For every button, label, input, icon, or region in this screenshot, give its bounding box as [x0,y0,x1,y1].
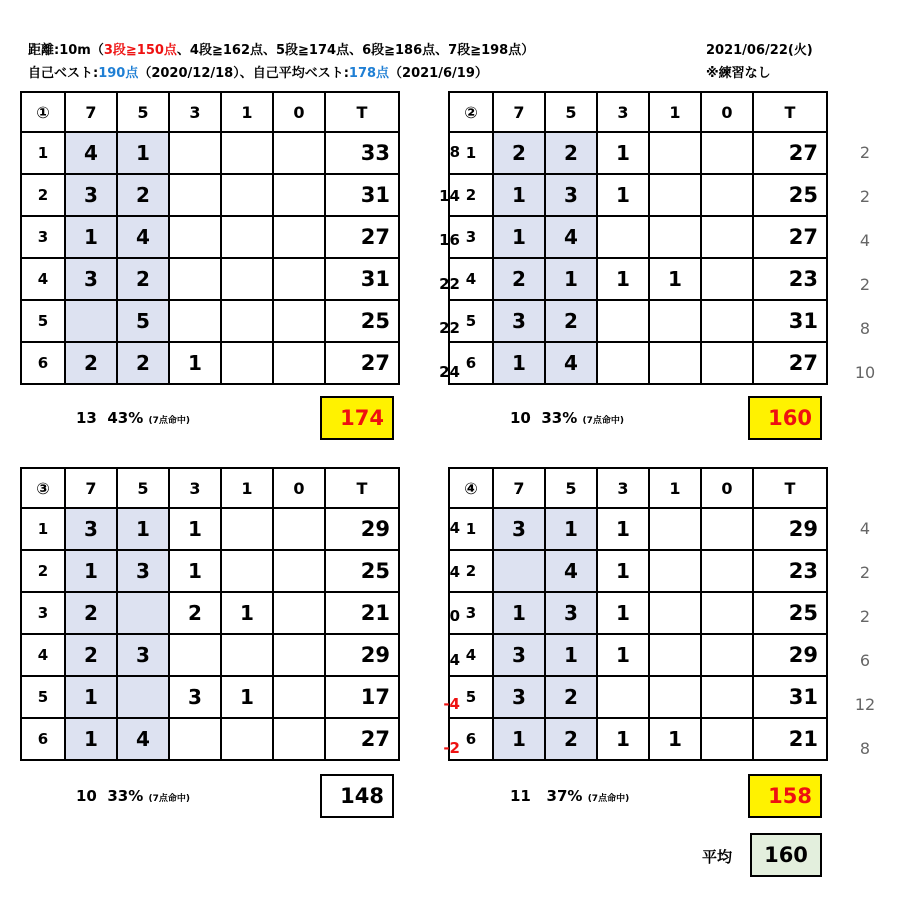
session-note: ※練習なし [706,66,771,81]
end-row [21,508,399,550]
hit-cell [221,718,273,760]
side-number: 8 [859,319,871,338]
hit-cell [221,258,273,300]
column-header: 7 [493,468,545,508]
hit-cell: 2 [117,174,169,216]
hit-cell [169,258,221,300]
hit-percent: 33% [107,787,144,805]
end-row [449,300,827,342]
end-number: 1 [449,508,493,550]
hit-cell: 1 [597,634,649,676]
end-number: 3 [449,592,493,634]
round-3-footer [76,787,190,805]
round-label: ④ [449,468,493,508]
hit-cell [597,300,649,342]
hit-cell: 3 [493,634,545,676]
side-number: 2 [859,563,871,582]
hit-cell: 3 [65,258,117,300]
side-number: 2 [859,607,871,626]
end-number: 2 [449,174,493,216]
hit-cell [221,300,273,342]
hit-cell [649,676,701,718]
hit-cell [221,174,273,216]
hit-cell: 1 [493,216,545,258]
hit-cell [649,550,701,592]
hit-cell [701,676,753,718]
hit-cell [649,592,701,634]
hit-percent: 43% [107,409,144,427]
side-number: 2 [859,275,871,294]
hit-cell: 1 [169,550,221,592]
end-total: 29 [325,634,399,676]
end-number: 5 [449,300,493,342]
end-row [449,508,827,550]
column-header: 1 [221,92,273,132]
hit-note: (7点命中) [148,416,190,426]
hit-cell [701,300,753,342]
side-number: 12 [854,695,876,714]
round-2-total: 160 [748,396,822,440]
side-number: 4 [859,231,871,250]
column-header: 5 [545,92,597,132]
end-number: 4 [21,258,65,300]
cumulative-diff: 4 [449,651,460,669]
cumulative-diff: 0 [449,607,460,625]
round-1-total: 174 [320,396,394,440]
hit-cell: 1 [493,718,545,760]
end-number: 6 [449,718,493,760]
end-total: 29 [753,508,827,550]
hit-cell [701,592,753,634]
hit-cell [221,132,273,174]
end-row [449,258,827,300]
rank-3-threshold: 3段≧150点 [103,43,177,58]
hit-cell: 1 [117,508,169,550]
end-number: 3 [449,216,493,258]
end-total: 21 [753,718,827,760]
hit-cell: 2 [65,342,117,384]
round-label: ② [449,92,493,132]
round-1-table [20,91,400,385]
end-row [449,550,827,592]
hit-cell [701,634,753,676]
hit-count: 13 [76,409,97,427]
hit-cell [65,300,117,342]
hit-note: (7点命中) [587,794,630,804]
hit-cell [649,508,701,550]
round-4-footer [510,787,629,805]
end-number: 1 [21,132,65,174]
cumulative-diff: 14 [439,187,460,205]
hit-cell: 3 [493,508,545,550]
column-header: T [753,468,827,508]
end-total: 29 [753,634,827,676]
hit-cell: 1 [545,508,597,550]
hit-cell: 4 [117,718,169,760]
hit-cell [273,676,325,718]
hit-cell [117,676,169,718]
hit-cell [649,132,701,174]
end-total: 25 [753,592,827,634]
hit-cell: 3 [117,550,169,592]
hit-cell [169,300,221,342]
end-total: 31 [753,676,827,718]
end-total: 31 [325,258,399,300]
hit-cell: 4 [545,216,597,258]
hit-cell: 3 [65,508,117,550]
rank-thresholds: 、4段≧162点、5段≧174点、6段≧186点、7段≧198点） [176,43,535,58]
hit-cell: 1 [597,508,649,550]
hit-cell [221,508,273,550]
hit-cell [701,508,753,550]
round-3-table [20,467,400,761]
column-header: 0 [701,92,753,132]
hit-cell: 1 [65,718,117,760]
cumulative-diff: 22 [439,275,460,293]
header-row [21,468,399,508]
hit-count: 11 [510,787,531,805]
column-header: 0 [273,92,325,132]
hit-cell: 1 [65,216,117,258]
hit-cell: 1 [169,342,221,384]
round-label: ③ [21,468,65,508]
distance-text: 距離:10m（ [28,43,104,58]
cumulative-diff: 4 [449,519,460,537]
column-header: T [753,92,827,132]
hit-cell: 1 [597,550,649,592]
session-date: 2021/06/22(火) [706,43,813,58]
end-total: 25 [753,174,827,216]
side-number: 2 [859,143,871,162]
hit-cell [273,592,325,634]
end-total: 21 [325,592,399,634]
hit-cell: 1 [545,258,597,300]
hit-cell [701,174,753,216]
hit-cell [701,342,753,384]
hit-cell [221,342,273,384]
end-row [449,216,827,258]
hit-count: 10 [76,787,97,805]
hit-cell [273,550,325,592]
hit-cell [649,634,701,676]
column-header: 1 [649,92,701,132]
hit-cell: 1 [221,676,273,718]
column-header: 3 [597,468,649,508]
end-number: 2 [21,550,65,592]
hit-cell [273,216,325,258]
end-number: 3 [21,592,65,634]
hit-cell: 3 [65,174,117,216]
hit-cell: 1 [649,718,701,760]
end-total: 27 [325,718,399,760]
hit-cell [649,174,701,216]
end-number: 5 [449,676,493,718]
hit-cell [169,634,221,676]
hit-cell: 2 [117,258,169,300]
hit-cell: 2 [545,132,597,174]
end-total: 27 [325,342,399,384]
cumulative-diff: 24 [439,363,460,381]
column-header: 3 [597,92,649,132]
hit-cell [221,550,273,592]
column-header: 5 [117,92,169,132]
round-3-total: 148 [320,774,394,818]
hit-cell: 1 [65,550,117,592]
end-number: 4 [449,634,493,676]
side-number: 8 [859,739,871,758]
hit-cell: 3 [493,300,545,342]
hit-cell [169,718,221,760]
hit-cell: 4 [117,216,169,258]
hit-cell: 2 [493,258,545,300]
hit-cell [273,174,325,216]
hit-percent: 33% [541,409,578,427]
distance-line [28,39,534,58]
hit-cell [597,676,649,718]
header-row [21,92,399,132]
end-total: 27 [753,132,827,174]
average-label: 平均 [702,848,733,866]
end-total: 31 [753,300,827,342]
end-number: 6 [449,342,493,384]
hit-cell: 2 [65,634,117,676]
hit-cell [273,258,325,300]
header-row [449,468,827,508]
hit-cell: 1 [597,258,649,300]
personal-best-line [28,62,488,81]
hit-cell [649,216,701,258]
round-2-table [448,91,828,385]
hit-cell: 1 [649,258,701,300]
cumulative-diff: -4 [443,695,460,713]
column-header: 0 [701,468,753,508]
end-row [449,342,827,384]
end-row [449,174,827,216]
hit-cell [169,216,221,258]
column-header: 1 [649,468,701,508]
hit-cell [701,258,753,300]
cumulative-diff: -2 [443,739,460,757]
side-number: 10 [854,363,876,382]
hit-cell: 1 [493,174,545,216]
hit-note: (7点命中) [148,794,190,804]
average-score: 160 [750,833,822,877]
column-header: 1 [221,468,273,508]
hit-cell [169,174,221,216]
hit-cell: 2 [117,342,169,384]
end-number: 1 [21,508,65,550]
hit-cell: 1 [493,592,545,634]
hit-count: 10 [510,409,531,427]
hit-cell: 3 [169,676,221,718]
column-header: 0 [273,468,325,508]
column-header: 3 [169,92,221,132]
column-header: 7 [493,92,545,132]
end-number: 5 [21,300,65,342]
hit-cell: 2 [545,718,597,760]
average-best-score: 178点 [348,66,390,81]
end-total: 31 [325,174,399,216]
hit-cell: 1 [493,342,545,384]
end-number: 2 [21,174,65,216]
end-row [449,132,827,174]
hit-cell [597,216,649,258]
hit-cell: 3 [117,634,169,676]
hit-cell [597,342,649,384]
end-total: 27 [753,342,827,384]
hit-cell [701,718,753,760]
hit-cell: 1 [545,634,597,676]
hit-cell: 2 [169,592,221,634]
hit-cell: 4 [545,342,597,384]
side-number: 2 [859,187,871,206]
end-row [21,634,399,676]
hit-cell: 4 [545,550,597,592]
hit-cell [221,634,273,676]
round-1-footer [76,409,190,427]
column-header: T [325,468,399,508]
personal-best-date: （2020/12/18）、自己平均ベスト: [138,66,349,81]
hit-cell: 1 [597,718,649,760]
round-2-footer [510,409,624,427]
end-number: 5 [21,676,65,718]
hit-cell: 1 [597,174,649,216]
hit-cell: 3 [545,174,597,216]
hit-cell: 4 [65,132,117,174]
end-row [21,718,399,760]
cumulative-diff: 16 [439,231,460,249]
end-total: 29 [325,508,399,550]
hit-cell [273,300,325,342]
hit-cell: 2 [545,300,597,342]
hit-cell: 1 [117,132,169,174]
hit-cell: 1 [221,592,273,634]
hit-percent: 37% [546,787,583,805]
end-row [21,216,399,258]
hit-cell: 1 [65,676,117,718]
hit-cell: 3 [545,592,597,634]
hit-cell: 1 [597,592,649,634]
hit-cell [649,342,701,384]
hit-cell [649,300,701,342]
end-row [21,300,399,342]
column-header: 5 [117,468,169,508]
end-row [21,132,399,174]
hit-note: (7点命中) [582,416,624,426]
end-row [21,592,399,634]
end-row [21,550,399,592]
hit-cell [273,718,325,760]
column-header: 3 [169,468,221,508]
end-total: 23 [753,258,827,300]
hit-cell: 5 [117,300,169,342]
hit-cell: 2 [65,592,117,634]
end-row [21,676,399,718]
round-label: ① [21,92,65,132]
end-number: 3 [21,216,65,258]
end-number: 6 [21,718,65,760]
header-row [449,92,827,132]
end-total: 17 [325,676,399,718]
hit-cell [273,132,325,174]
end-row [21,258,399,300]
hit-cell [221,216,273,258]
round-4-total: 158 [748,774,822,818]
hit-cell [169,132,221,174]
end-row [449,634,827,676]
column-header: T [325,92,399,132]
hit-cell: 3 [493,676,545,718]
hit-cell: 2 [493,132,545,174]
end-number: 6 [21,342,65,384]
end-number: 2 [449,550,493,592]
end-row [449,676,827,718]
cumulative-diff: 4 [449,563,460,581]
hit-cell [273,508,325,550]
cumulative-diff: 8 [449,143,460,161]
end-total: 33 [325,132,399,174]
hit-cell: 1 [169,508,221,550]
hit-cell [117,592,169,634]
end-number: 4 [449,258,493,300]
side-number: 6 [859,651,871,670]
end-row [449,718,827,760]
side-number: 4 [859,519,871,538]
hit-cell: 1 [597,132,649,174]
personal-best-score: 190点 [98,66,139,81]
average-best-date: （2021/6/19） [389,66,488,81]
end-total: 27 [325,216,399,258]
end-row [449,592,827,634]
hit-cell [273,342,325,384]
end-row [21,342,399,384]
column-header: 5 [545,468,597,508]
cumulative-diff: 22 [439,319,460,337]
column-header: 7 [65,92,117,132]
end-total: 27 [753,216,827,258]
end-row [21,174,399,216]
hit-cell [701,132,753,174]
hit-cell [701,550,753,592]
hit-cell [273,634,325,676]
personal-best-label: 自己ベスト: [28,66,99,81]
round-4-table [448,467,828,761]
hit-cell [701,216,753,258]
end-number: 1 [449,132,493,174]
end-number: 4 [21,634,65,676]
hit-cell: 2 [545,676,597,718]
end-total: 25 [325,300,399,342]
hit-cell [493,550,545,592]
end-total: 23 [753,550,827,592]
column-header: 7 [65,468,117,508]
end-total: 25 [325,550,399,592]
